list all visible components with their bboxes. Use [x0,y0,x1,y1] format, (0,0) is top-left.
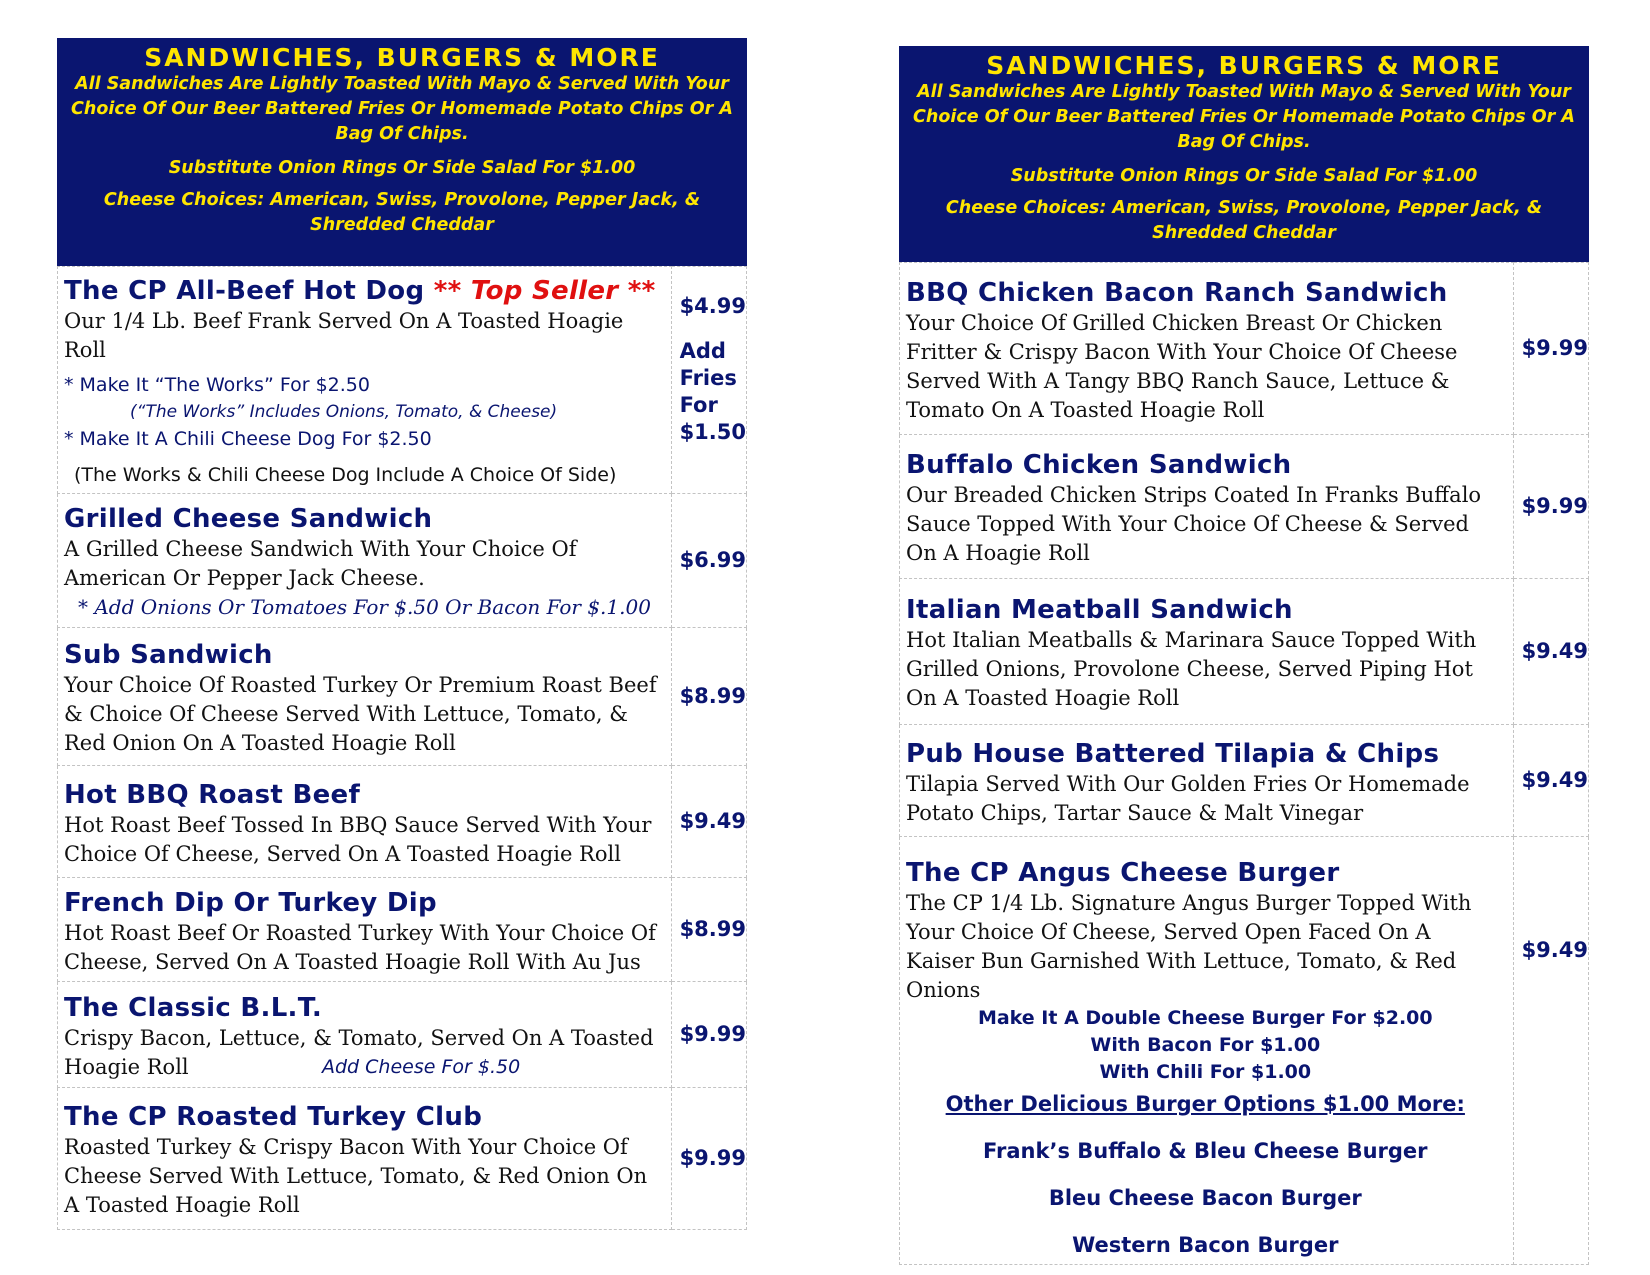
item-price: $9.99 [1513,435,1588,579]
item-price: $9.49 [671,766,746,878]
item-name: The Classic B.L.T. [64,992,322,1023]
item-option-note: (The Works & Chili Cheese Dog Include A Choice Of Side) [74,464,617,486]
item-option-note: (“The Works” Includes Onions, Tomato, & Cheese) [130,402,558,422]
item-description: Our 1/4 Lb. Beef Frank Served On A Toasted Hoagie Roll [64,309,624,362]
item-name: Pub House Battered Tilapia & Chips [906,738,1440,769]
item-option: * Make It A Chili Cheese Dog For $2.50 [64,428,432,450]
menu-item-row [58,494,747,628]
item-name: Grilled Cheese Sandwich [64,504,433,534]
burger-option: Frank’s Buffalo & Bleu Cheese Burger [983,1139,1428,1163]
burger-option: Western Bacon Burger [1072,1233,1339,1257]
item-name: BBQ Chicken Bacon Ranch Sandwich [906,277,1448,308]
item-description: Hot Italian Meatballs & Marinara Sauce Topped With Grilled Onions, Provolone Cheese, Served Piping Hot On A Toasted Hoagie Roll [906,628,1477,710]
item-description-cell [58,1088,672,1230]
menu-item-row [900,435,1589,579]
item-name: Buffalo Chicken Sandwich [906,450,1292,480]
burger-options-heading: Other Delicious Burger Options $1.00 More: [945,1092,1465,1116]
item-price: $9.49 [1513,725,1588,837]
menu-table [899,262,1589,1265]
section-subtitle: All Sandwiches Are Lightly Toasted With Mayo & Served With Your Choice Of Our Beer Battered Fries Or Homemade Potato Chips Or A Bag Of Chips. [71,74,733,144]
item-option: * Make It “The Works” For $2.50 [64,374,370,396]
item-description-cell [58,267,672,494]
item-name: The CP Angus Cheese Burger [906,858,1340,888]
item-name: Sub Sandwich [64,640,273,670]
item-price: $9.99 [671,982,746,1088]
section-title: SANDWICHES, BURGERS & MORE [144,43,660,72]
burger-option: Bleu Cheese Bacon Burger [1048,1186,1362,1210]
section-banner [57,38,747,266]
item-description-cell [58,982,672,1088]
item-price: $8.99 [671,878,746,982]
item-description: Hot Roast Beef Tossed In BBQ Sauce Served With Your Choice Of Cheese, Served On A Toasted Hoagie Roll [64,812,652,866]
menu-item-row [58,628,747,766]
section-subtitle: All Sandwiches Are Lightly Toasted With Mayo & Served With Your Choice Of Our Beer Battered Fries Or Homemade Potato Chips Or A Bag Of Chips. [913,82,1575,152]
item-price: $9.99 [671,1088,746,1230]
item-description: Your Choice Of Roasted Turkey Or Premium Roast Beef & Choice Of Cheese Served With Lettuce, Tomato, & Red Onion On A Toasted Hoagie Roll [64,673,657,755]
item-name: Italian Meatball Sandwich [906,595,1293,625]
item-option: With Chili For $1.00 [1099,1061,1312,1083]
item-price: $9.49 [1513,579,1588,725]
item-description: Crispy Bacon, Lettuce, & Tomato, Served On A Toasted Hoagie Roll [64,1025,654,1079]
item-description-cell [58,628,672,766]
item-price: $8.99 [671,628,746,766]
menu-item-row [58,982,747,1088]
menu-item-row [58,1088,747,1230]
right-menu-panel [899,46,1589,1265]
cheese-choices-note: Cheese Choices: American, Swiss, Provolone, Pepper Jack, & Shredded Cheddar [103,190,701,235]
item-option: With Bacon For $1.00 [1090,1034,1321,1056]
item-option-note: Add Cheese For $.50 [322,1055,521,1078]
item-description: The CP 1/4 Lb. Signature Angus Burger Topped With Your Choice Of Cheese, Served Open Faced On A Kaiser Bun Garnished With Lettuce, Tomato, & Red Onions [906,891,1472,1002]
item-price: $9.49 [1513,837,1588,1265]
menu-item-row [900,725,1589,837]
substitute-note: Substitute Onion Rings Or Side Salad For $1.00 [168,158,636,178]
item-description-cell [900,725,1514,837]
item-description: Roasted Turkey & Crispy Bacon With Your Choice Of Cheese Served With Lettuce, Tomato, & Red Onion On A Toasted Hoagie Roll [64,1135,648,1217]
add-fries-note: Add Fries For $1.50 [679,339,746,444]
menu-table [57,266,747,1230]
item-name: The CP Roasted Turkey Club [64,1102,483,1132]
item-option: Make It A Double Cheese Burger For $2.00 [977,1007,1433,1029]
item-name: French Dip Or Turkey Dip [64,887,437,918]
menu-item-row [58,766,747,878]
item-description-cell [900,263,1514,435]
section-banner [899,46,1589,262]
menu-item-row [58,878,747,982]
section-title: SANDWICHES, BURGERS & MORE [986,51,1502,80]
menu-item-row [900,579,1589,725]
item-description-cell [900,435,1514,579]
item-description-cell [900,579,1514,725]
item-option-note: * Add Onions Or Tomatoes For $.50 Or Bacon For $.1.00 [78,595,651,619]
item-description: Our Breaded Chicken Strips Coated In Franks Buffalo Sauce Topped With Your Choice Of Cheese & Served On A Hoagie Roll [906,483,1482,565]
item-price: $9.99 [1513,263,1588,435]
item-name: The CP All-Beef Hot Dog [64,276,425,306]
item-price: $6.99 [671,494,746,628]
menu-item-row [900,837,1589,1265]
item-price: $4.99 [679,294,746,318]
item-description: Your Choice Of Grilled Chicken Breast Or Chicken Fritter & Crispy Bacon With Your Choice Of Cheese Served With A Tangy BBQ Ranch Sauce, Lettuce & Tomato On A Toasted Hoagie Roll [906,310,1458,422]
cheese-choices-note: Cheese Choices: American, Swiss, Provolone, Pepper Jack, & Shredded Cheddar [945,198,1543,243]
item-description: A Grilled Cheese Sandwich With Your Choice Of American Or Pepper Jack Cheese. [64,537,577,590]
item-description-cell [58,766,672,878]
top-seller-badge: ** Top Seller ** [433,276,656,306]
item-description-cell [58,494,672,628]
left-menu-panel [57,38,747,1230]
menu-item-row [900,263,1589,435]
item-description-cell [58,878,672,982]
item-description: Tilapia Served With Our Golden Fries Or Homemade Potato Chips, Tartar Sauce & Malt Vinegar [906,771,1470,825]
item-name: Hot BBQ Roast Beef [64,779,361,810]
item-price-cell [671,267,746,494]
item-description-cell [900,837,1514,1265]
substitute-note: Substitute Onion Rings Or Side Salad For $1.00 [1010,166,1478,186]
menu-item-row [58,267,747,494]
item-description: Hot Roast Beef Or Roasted Turkey With Your Choice Of Cheese, Served On A Toasted Hoagie Roll With Au Jus [64,920,656,974]
